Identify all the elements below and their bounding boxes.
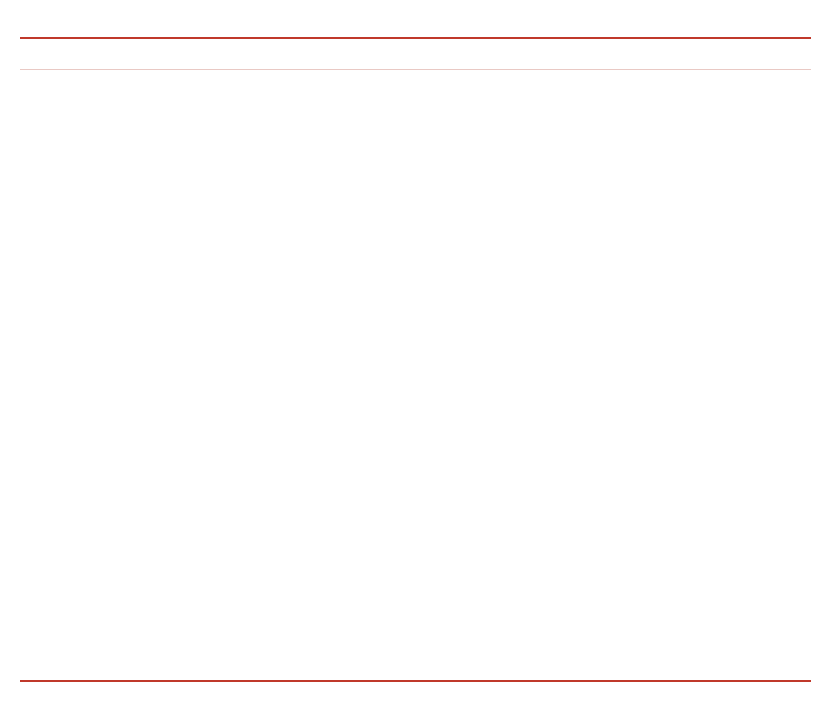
header-cell-hjt [600,39,811,69]
header-cell-ntopcon [366,39,600,69]
table-bottom-rule [20,680,811,682]
table-header-row [20,39,811,70]
header-cell-perc [138,39,366,69]
header-cell-label [20,39,138,69]
